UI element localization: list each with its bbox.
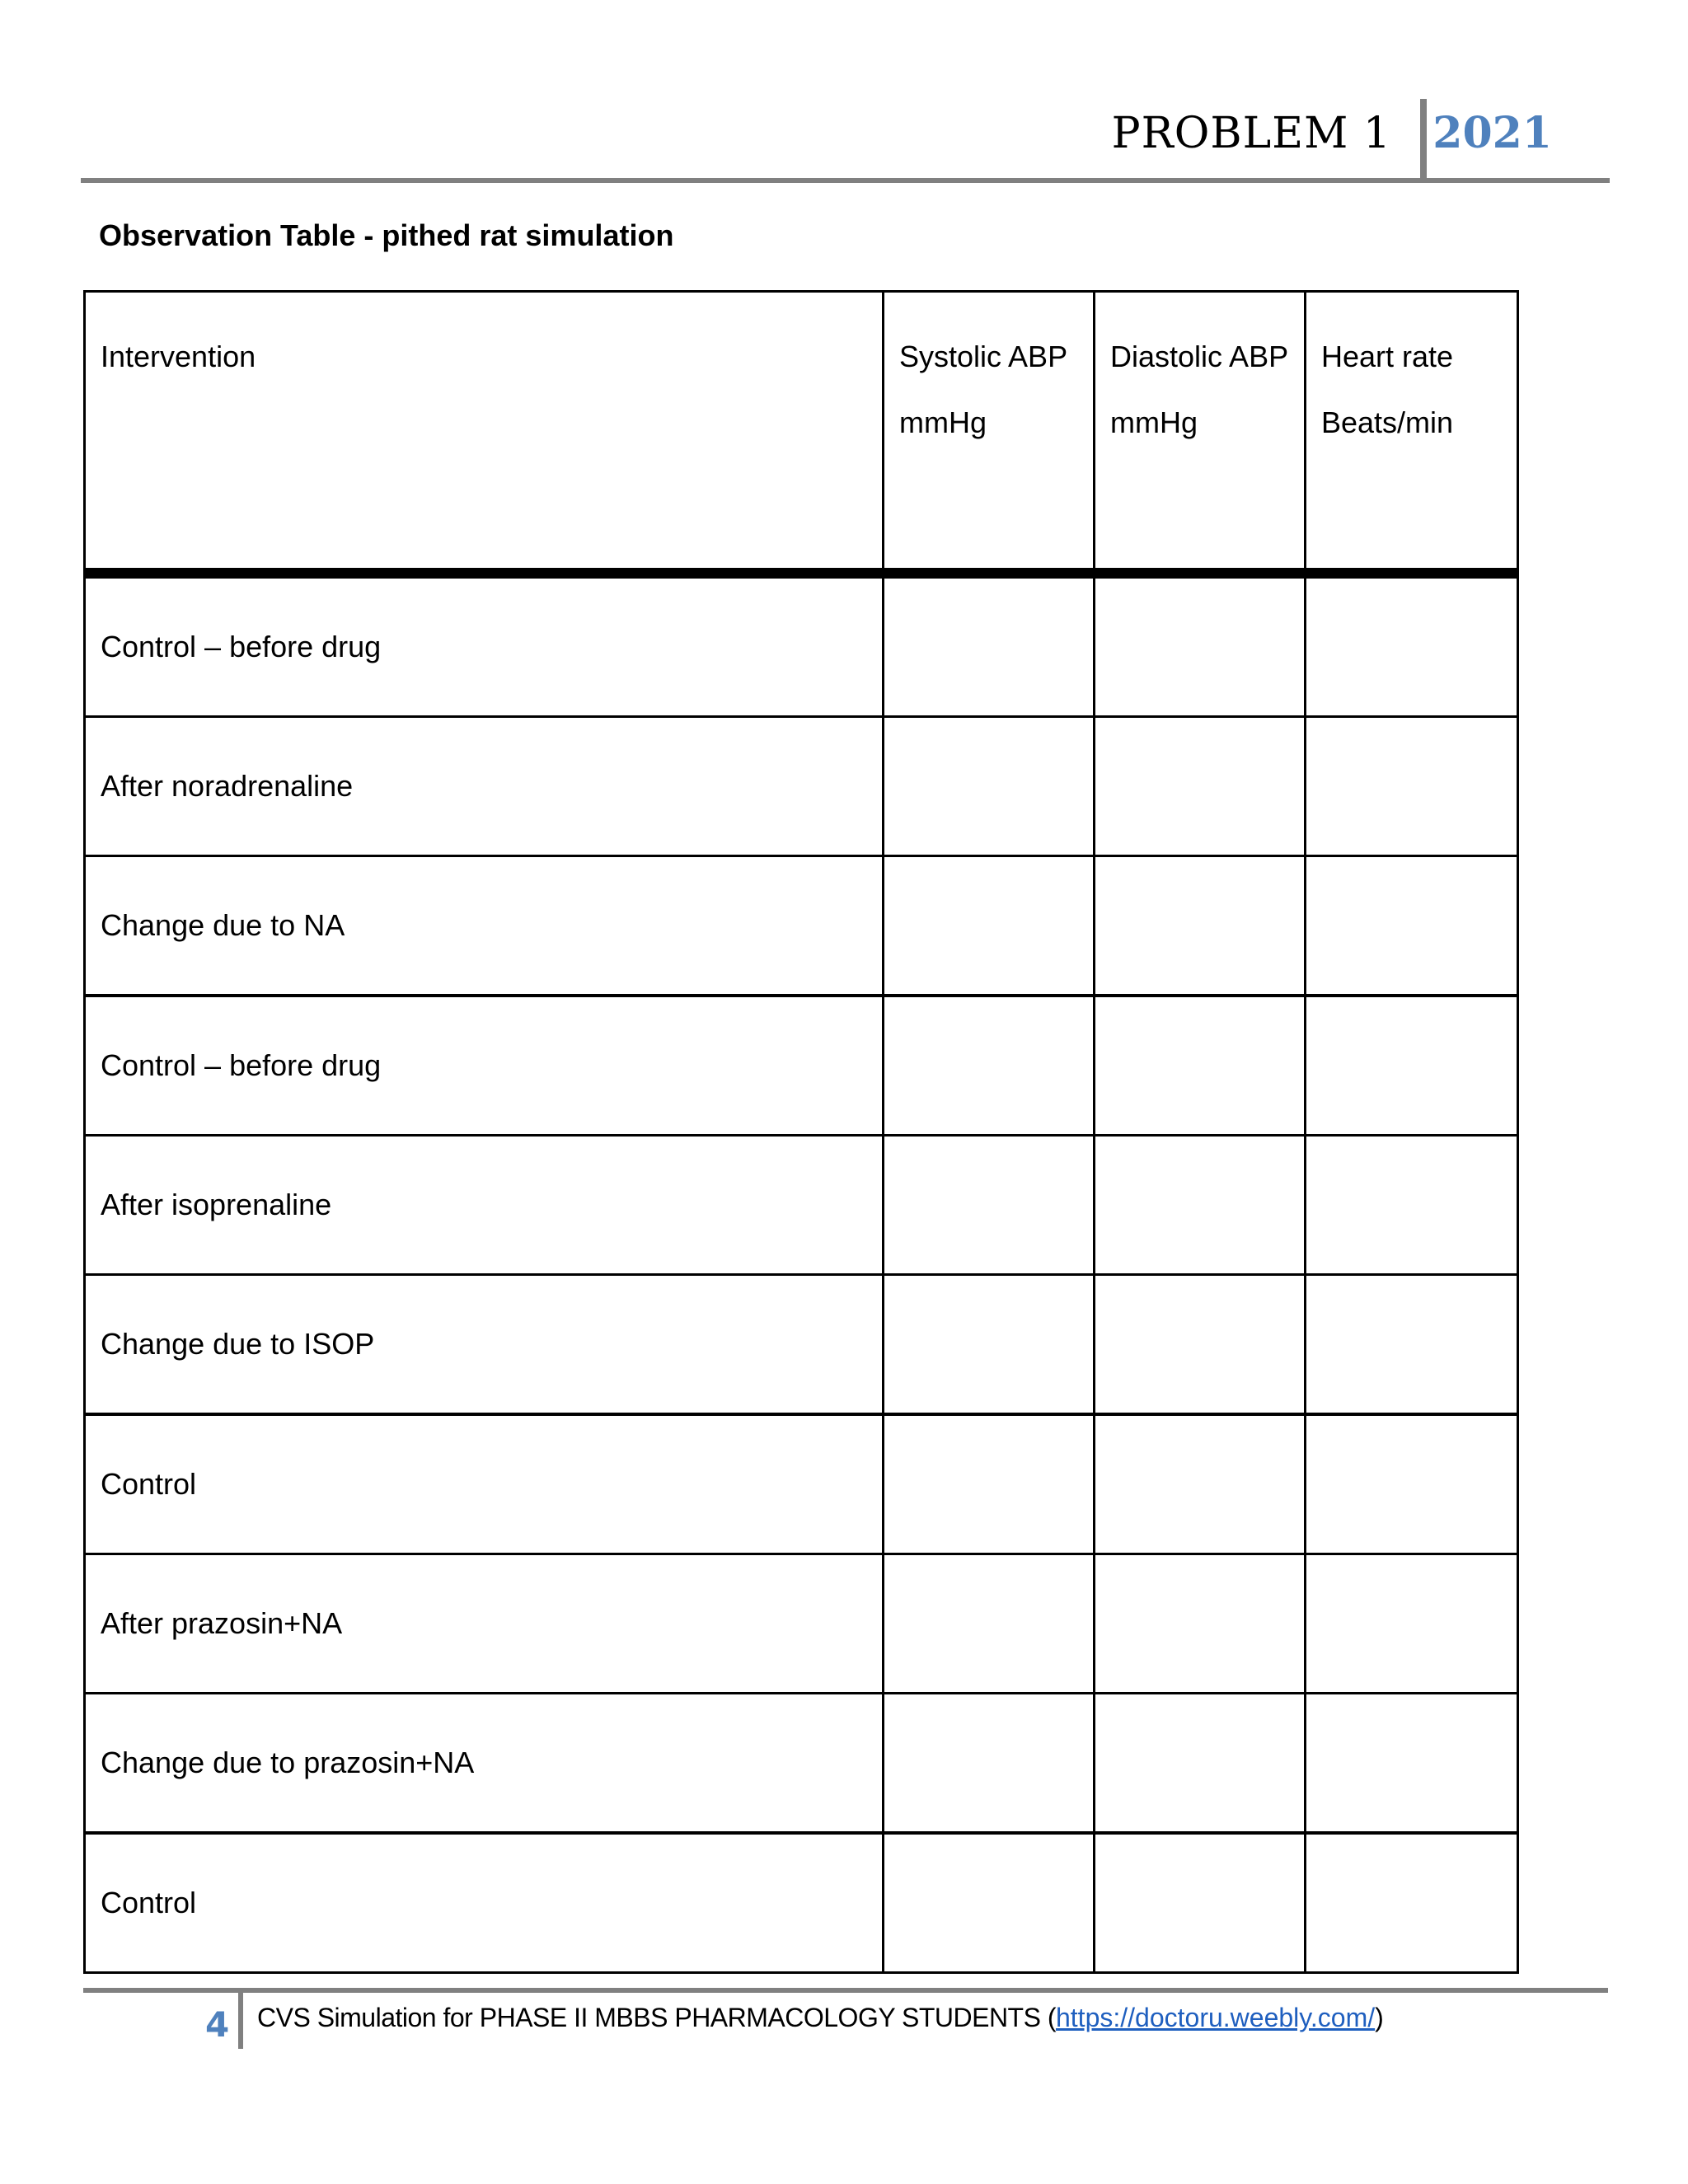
footer-rule bbox=[83, 1988, 1608, 1993]
systolic-entry-cell[interactable] bbox=[884, 717, 1095, 856]
column-unit: Beats/min bbox=[1321, 405, 1454, 439]
diastolic-entry-cell[interactable] bbox=[1095, 996, 1306, 1136]
intervention-cell: Change due to NA bbox=[85, 856, 884, 996]
systolic-entry-cell[interactable] bbox=[884, 1554, 1095, 1694]
intervention-cell: Control bbox=[85, 1833, 884, 1973]
column-unit: mmHg bbox=[1110, 405, 1198, 439]
heart-rate-entry-cell[interactable] bbox=[1306, 1275, 1518, 1415]
systolic-entry-cell[interactable] bbox=[884, 1833, 1095, 1973]
heart-rate-entry-cell[interactable] bbox=[1306, 574, 1518, 717]
diastolic-entry-cell[interactable] bbox=[1095, 1554, 1306, 1694]
column-header-diastolic bbox=[1095, 292, 1306, 574]
footer-caption-end: ) bbox=[1375, 2003, 1384, 2032]
intervention-cell: Change due to ISOP bbox=[85, 1275, 884, 1415]
systolic-entry-cell[interactable] bbox=[884, 1414, 1095, 1554]
heart-rate-entry-cell[interactable] bbox=[1306, 1833, 1518, 1973]
diastolic-entry-cell[interactable] bbox=[1095, 856, 1306, 996]
table-row bbox=[85, 574, 1518, 717]
diastolic-entry-cell[interactable] bbox=[1095, 1833, 1306, 1973]
heart-rate-entry-cell[interactable] bbox=[1306, 856, 1518, 996]
heart-rate-entry-cell[interactable] bbox=[1306, 717, 1518, 856]
column-label: Heart rate bbox=[1321, 340, 1454, 373]
diastolic-entry-cell[interactable] bbox=[1095, 574, 1306, 717]
intervention-cell: Control – before drug bbox=[85, 574, 884, 717]
page-footer bbox=[83, 1988, 1608, 2054]
table-header-row bbox=[85, 292, 1518, 574]
intervention-cell: Change due to prazosin+NA bbox=[85, 1694, 884, 1834]
footer-text bbox=[257, 2003, 1383, 2033]
page-number: 4 bbox=[205, 2004, 230, 2045]
diastolic-entry-cell[interactable] bbox=[1095, 1414, 1306, 1554]
heart-rate-entry-cell[interactable] bbox=[1306, 1554, 1518, 1694]
table-row bbox=[85, 1694, 1518, 1834]
table-row bbox=[85, 1833, 1518, 1973]
diastolic-entry-cell[interactable] bbox=[1095, 717, 1306, 856]
heart-rate-entry-cell[interactable] bbox=[1306, 1136, 1518, 1275]
table-row bbox=[85, 1554, 1518, 1694]
header-title: PROBLEM 1 bbox=[1111, 109, 1391, 158]
table-row bbox=[85, 1136, 1518, 1275]
systolic-entry-cell[interactable] bbox=[884, 1275, 1095, 1415]
footer-separator bbox=[238, 1993, 243, 2049]
heart-rate-entry-cell[interactable] bbox=[1306, 1694, 1518, 1834]
table-row bbox=[85, 856, 1518, 996]
heart-rate-entry-cell[interactable] bbox=[1306, 1414, 1518, 1554]
header-separator bbox=[1420, 99, 1427, 181]
footer-caption: CVS Simulation for PHASE II MBBS PHARMACOLOGY STUDENTS ( bbox=[257, 2003, 1056, 2032]
intervention-cell: Control – before drug bbox=[85, 996, 884, 1136]
column-header-systolic bbox=[884, 292, 1095, 574]
observation-table bbox=[83, 290, 1519, 1974]
intervention-cell: Control bbox=[85, 1414, 884, 1554]
column-unit: mmHg bbox=[899, 405, 987, 439]
table-row bbox=[85, 1275, 1518, 1415]
table-row bbox=[85, 717, 1518, 856]
systolic-entry-cell[interactable] bbox=[884, 996, 1095, 1136]
column-label: Diastolic ABP bbox=[1110, 340, 1289, 373]
footer-link[interactable]: https://doctoru.weebly.com/ bbox=[1055, 2003, 1376, 2032]
header-year: 2021 bbox=[1432, 108, 1552, 158]
systolic-entry-cell[interactable] bbox=[884, 856, 1095, 996]
column-label: Intervention bbox=[101, 340, 256, 373]
systolic-entry-cell[interactable] bbox=[884, 574, 1095, 717]
page-header bbox=[81, 97, 1610, 188]
systolic-entry-cell[interactable] bbox=[884, 1136, 1095, 1275]
column-header-intervention bbox=[85, 292, 884, 574]
diastolic-entry-cell[interactable] bbox=[1095, 1694, 1306, 1834]
systolic-entry-cell[interactable] bbox=[884, 1694, 1095, 1834]
header-rule bbox=[81, 178, 1610, 183]
table-title: Observation Table - pithed rat simulation bbox=[99, 218, 674, 252]
heart-rate-entry-cell[interactable] bbox=[1306, 996, 1518, 1136]
column-label: Systolic ABP bbox=[899, 340, 1068, 373]
table-row bbox=[85, 996, 1518, 1136]
diastolic-entry-cell[interactable] bbox=[1095, 1136, 1306, 1275]
intervention-cell: After prazosin+NA bbox=[85, 1554, 884, 1694]
table-row bbox=[85, 1414, 1518, 1554]
column-header-heart-rate bbox=[1306, 292, 1518, 574]
diastolic-entry-cell[interactable] bbox=[1095, 1275, 1306, 1415]
intervention-cell: After noradrenaline bbox=[85, 717, 884, 856]
intervention-cell: After isoprenaline bbox=[85, 1136, 884, 1275]
